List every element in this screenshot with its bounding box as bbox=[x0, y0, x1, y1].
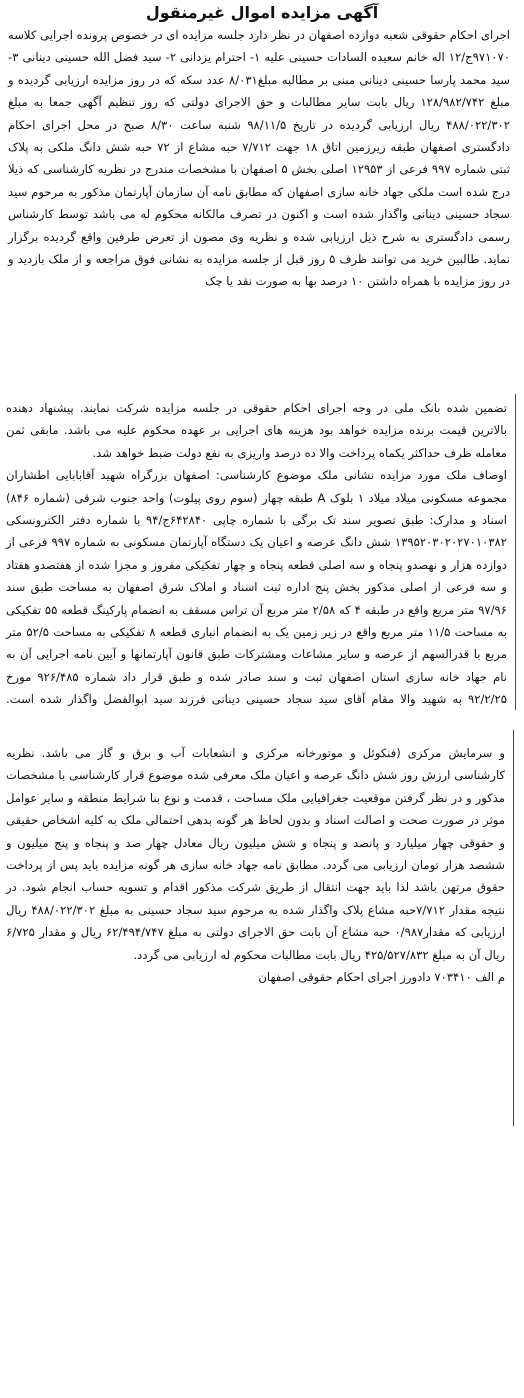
notice-paragraph: تضمین شده بانک ملی در وجه اجرای احکام حقوقی در جلسه مزایده شرکت نمایند. پیشنهاد دهنده بالاترین قیمت برنده مزایده خواهد بود هزینه های اجرایی بر عهده محکوم علیه می باشد. مابقی ثمن معامله ظرف حداکثر یکماه پرداخت والا ده درصد واریزی به نفع دولت ضبط خواهد شد. bbox=[6, 401, 507, 460]
column-gap bbox=[0, 710, 524, 730]
notice-paragraph: اوصاف ملک مورد مزایده نشانی ملک موضوع کارشناسی: اصفهان بزرگراه شهید آقابابایی اطشاران مجموعه مسکونی میلاد میلاد ۱ بلوک A طبقه چهار (سوم روی پیلوت) واحد جنوب شرقی (شماره ۸۴۶) اسناد و مدارک: طبق تصویر سند تک برگی با شماره چاپی ۶۴۲۸۴۰ج/۹۴ با شماره دفتر الکترونسکی ۱۳۹۵۲۰۳۰۲۰۲۷۰۱۰۳۸۲ شش دانگ عرصه و اعیان یک دستگاه آپارتمان مسکونی به شماره ۹۹۷ فرعی از دوازده هزار و نهصدو پنجاه و سه اصلی قطعه پنجاه و چهار تفکیکی مفروز و مجزا شده از هفتصدو هفتاد و سه فرعی از اصلی مذکور بخش پنج اداره ثبت اسناد و املاک شرق اصفهان به مساحت طبق سند ۹۷/۹۶ متر مربع واقع در طبقه ۴ که ۲/۵۸ متر مربع آن تراس مسقف به انضمام پارکینگ قطعه ۵۵ تفکیکی به مساحت ۱۱/۵ متر مربع واقع در زیر زمین یک به انضمام انباری قطعه ۸ تفکیکی به مساحت ۵۲/۵ متر مربع با قدرالسهم از عرصه و سایر مشاعات ومشترکات طبق قانون آپارتمانها و آیین نامه اجرایی آن به نام جهاد خانه سازی استان اصفهان ثبت و سند صادر شده و طبق قرار داد شماره ۹۲۶/۴۸۵ مورخ ۹۲/۲/۲۵ به شهید والا مقام آقای سید سجاد حسینی دینانی فرزند سید ابوالفضل واگذار شده است. bbox=[6, 468, 508, 707]
notice-column-3 bbox=[0, 730, 514, 1126]
notice-column-1 bbox=[0, 24, 524, 384]
notice-reference-signature: م الف ۷۰۳۴۱۰ دادورز اجرای احکام حقوقی اصفهان bbox=[258, 970, 505, 985]
column-gap bbox=[0, 384, 524, 394]
notice-column-2 bbox=[0, 394, 516, 710]
notice-title: آگهی مزایده اموال غیرمنقول bbox=[145, 3, 379, 22]
notice-paragraph: و سرمایش مرکزی (فنکوئل و موتورخانه مرکزی و انشعابات آب و برق و گاز می باشد. نظریه کارشناسی ارزش روز شش دانگ عرصه و اعیان ملک معرفی شده موضوع قرار کارشناسی با مشخصات مذکور و در نظر گرفتن موقعیت جغرافیایی ملک مساحت ، قدمت و نوع بنا شرایط منطقه و سایر عوامل موثر در صورت صحت و اصالت اسناد و بدون لحاظ هر گونه بدهی احتمالی ملک به کلیه اشخاص حقیقی و حقوقی چهار میلیارد و پانصد و پنجاه و شش میلیون ریال معادل چهار صد و پنجاه و پنج میلیون و ششصد هزار تومان ارزیابی می گردد. مطابق نامه جهاد خانه سازی هر گونه مزایده باید پس از پرداخت حقوق مرتهن باشد لذا باید جهت انتقال از طریق شرکت مذکور اقدام و تسویه حساب انجام شود. در نتیجه مقدار ۷/۷۱۲حبه مشاع پلاک واگذار شده به مرحوم سید سجاد حسینی به مبلغ ۴۸۸/۰۲۲/۳۰۲ ریال ارزیابی که مقدار۰/۹۸۷ حبه مشاع آن بابت حق الاجرای دولتی به مبلغ ۶۲/۴۹۴/۷۴۷ ریال و مقدار ۶/۷۲۵ ریال آن به مبلغ ۴۲۵/۵۲۷/۸۳۲ ریال بابت مطالبات محکوم له ارزیابی می گردد. bbox=[6, 746, 505, 962]
notice-paragraph: اجرای احکام حقوقی شعبه دوازده اصفهان در نظر دارد جلسه مزایده ای در خصوص پرونده اجرایی کلاسه ۹۷۱۰۷۰ج/۱۲ اله خانم سعیده السادات حسینی علیه ۱- احترام یزدانی ۲- سید فضل الله حسینی دینانی ۳- سید محمد پارسا حسینی دینانی مبنی بر مطالبه مبلغ۸/۰۳۱ عدد سکه که در روز مزایده ارزیابی گردیده و مبلغ ۱۲۸/۹۸۲/۷۴۲ ریال بابت سایر مطالبات و حق الاجرای دولتی که روز تنظیم آگهی جمعا به مبلغ ۴۸۸/۰۲۲/۳۰۲ ریال ارزیابی گردیده در تاریخ ۹۸/۱۱/۵ شنبه ساعت ۸/۳۰ صبح در محل اجرای احکام دادگستری اصفهان طبقه زیرزمین اتاق ۱۸ جهت ۷/۷۱۲ حبه مشاع از ۷۲ حبه شش دانگ ملکی به پلاک ثبتی شماره ۹۹۷ فرعی از ۱۲۹۵۳ اصلی بخش ۵ اصفهان با مشخصات مندرج در نظریه کارشناسی که ذیلا درج شده است ملکی جهاد خانه سازی اصفهان که مطابق نامه آن سازمان آپارتمان مذکور به مرحوم سید سجاد حسینی دینانی واگذار شده است و اکنون در تصرف مالکانه محکوم له می باشد توسط کارشناس رسمی دادگستری به شرح ذیل ارزیابی شده و نظریه وی مصون از تعرض طرفین واقع گردیده برگزار نماید. طالبین خرید می توانند ظرف ۵ روز قبل از جلسه مزایده به نشانی فوق مراجعه و از ملک بازدید و در روز مزایده با همراه داشتن ۱۰ درصد بها به صورت نقد یا چک bbox=[8, 28, 510, 289]
